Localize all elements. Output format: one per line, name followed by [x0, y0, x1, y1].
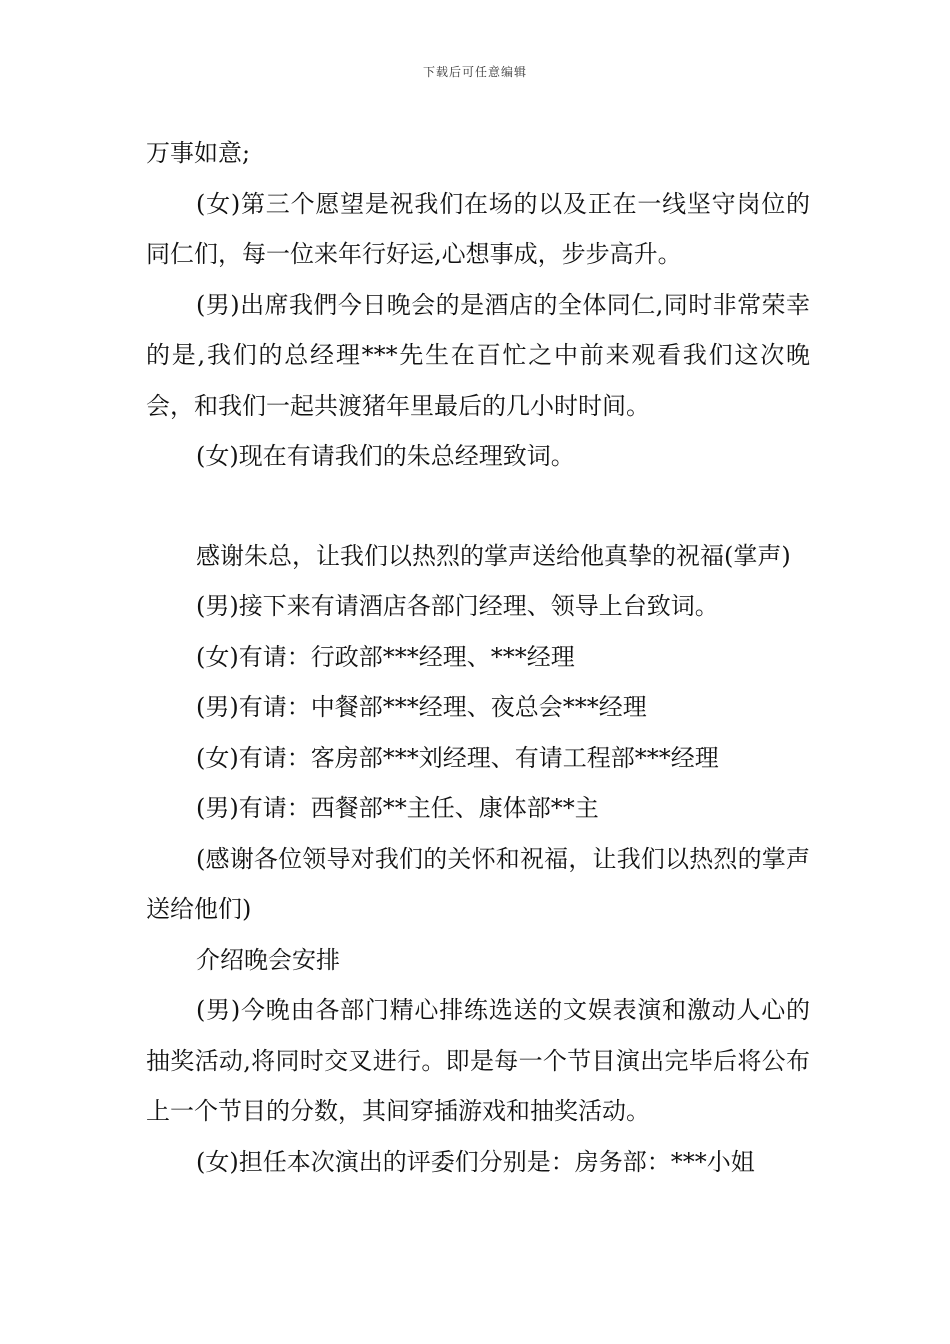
paragraph-9: (女)有请：客房部***刘经理、有请工程部***经理: [196, 743, 719, 772]
paragraph-12: 介绍晚会安排: [196, 945, 340, 974]
document-body: [146, 128, 810, 1187]
paragraph-1: 万事如意;: [146, 139, 251, 167]
paragraph-13: (男)今晚由各部门精心排练选送的文娱表演和激动人心的抽奖活动,将同时交叉进行。即是每一个节目演出完毕后将公布上一个节目的分数，其间穿插游戏和抽奖活动。: [146, 996, 810, 1125]
paragraph-7: (女)有请：行政部***经理、***经理: [196, 642, 575, 671]
paragraph-14: (女)担任本次演出的评委们分别是：房务部：***小姐: [196, 1147, 755, 1176]
paragraph-5: 感谢朱总，让我们以热烈的掌声送给他真挚的祝福(掌声): [196, 541, 791, 570]
paragraph-10: (男)有请：西餐部**主任、康体部**主: [196, 794, 599, 822]
paragraph-6: (男)接下来有请酒店各部门经理、领导上台致词。: [196, 592, 719, 620]
paragraph-11: (感谢各位领导对我们的关怀和祝福，让我们以热烈的掌声送给他们): [146, 844, 810, 923]
paragraph-4: (女)现在有请我们的朱总经理致词。: [196, 442, 575, 470]
page-header: 下载后可任意编辑: [422, 65, 527, 79]
paragraph-2: (女)第三个愿望是祝我们在场的以及正在一线坚守岗位的同仁们，每一位来年行好运,心想事成，步步高升。: [146, 189, 810, 268]
blank-line: [146, 482, 810, 531]
paragraph-3: (男)出席我們今日晚会的是酒店的全体同仁,同时非常荣幸的是,我们的总经理***先生在百忙之中前来观看我们这次晚会，和我们一起共渡猪年里最后的几小时时间。: [146, 290, 810, 420]
paragraph-8: (男)有请：中餐部***经理、夜总会***经理: [196, 693, 647, 721]
